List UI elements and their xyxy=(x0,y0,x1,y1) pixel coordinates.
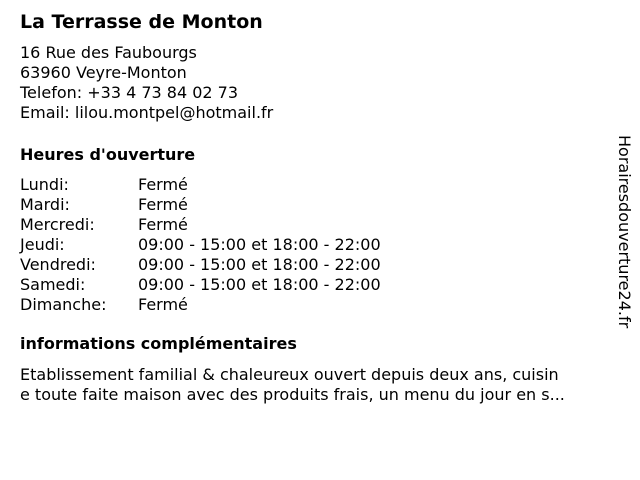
day-hours: 09:00 - 15:00 et 18:00 - 22:00 xyxy=(138,275,381,294)
info-line: e toute faite maison avec des produits frais, un menu du jour en s... xyxy=(20,385,565,404)
day-hours: Fermé xyxy=(138,295,188,314)
day-label: Mercredi: xyxy=(20,215,95,234)
day-label: Jeudi: xyxy=(20,235,65,254)
day-hours: Fermé xyxy=(138,195,188,214)
day-label: Samedi: xyxy=(20,275,86,294)
info-line: Etablissement familial & chaleureux ouvert depuis deux ans, cuisin xyxy=(20,365,559,384)
business-name: La Terrasse de Monton xyxy=(20,11,263,33)
day-hours: Fermé xyxy=(138,175,188,194)
day-label: Dimanche: xyxy=(20,295,107,314)
additional-info-text xyxy=(20,365,620,405)
day-hours: 09:00 - 15:00 et 18:00 - 22:00 xyxy=(138,255,381,274)
day-label: Mardi: xyxy=(20,195,70,214)
city-postcode: 63960 Veyre-Monton xyxy=(20,63,187,82)
email-address: Email: lilou.montpel@hotmail.fr xyxy=(20,103,274,122)
opening-hours-heading: Heures d'ouverture xyxy=(20,145,196,164)
day-label: Lundi: xyxy=(20,175,69,194)
contact-block xyxy=(20,43,273,123)
day-hours: 09:00 - 15:00 et 18:00 - 22:00 xyxy=(138,235,381,254)
phone-number: Telefon: +33 4 73 84 02 73 xyxy=(20,83,239,102)
day-hours: Fermé xyxy=(138,215,188,234)
street-address: 16 Rue des Faubourgs xyxy=(20,43,197,62)
site-watermark: Horairesdouverture24.fr xyxy=(615,135,634,329)
additional-info-heading: informations complémentaires xyxy=(20,334,297,353)
day-label: Vendredi: xyxy=(20,255,96,274)
